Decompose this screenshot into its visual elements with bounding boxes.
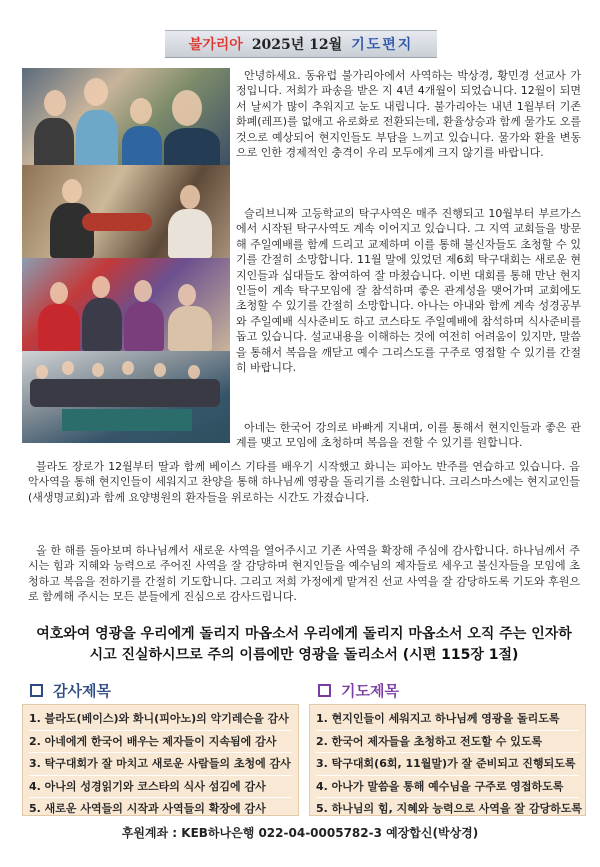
list-item: 4. 아나의 성경읽기와 코스타의 식사 섬김에 감사	[29, 776, 292, 799]
list-item: 4. 아나가 말씀을 통해 예수님을 구주로 영접하도록	[316, 776, 579, 799]
letter-title	[165, 30, 437, 58]
prayer-title: 기도제목	[341, 681, 399, 700]
bible-verse: 여호와여 영광을 우리에게 돌리지 마옵소서 우리에게 돌리지 마옵소서 오직 주는 인자하시고 진실하시므로 주의 이름에만 영광을 돌리소서 (시편 115장 1절)	[36, 626, 572, 663]
list-item: 2. 아네에게 한국어 배우는 제자들이 지속됨에 감사	[29, 731, 292, 754]
music-paragraph: 블라도 장로가 12월부터 딸과 함께 베이스 기타를 배우기 시작했고 화니는 피아노 반주를 연습하고 있습니다. 음악사역을 통해 현지인들이 세워지고 찬양을 통해 하나님께 영광을 돌리기를 소원합니다. 크리스마스에는 현지교인들(새생명교회)과 함께 요양병원의 환자들을 위로하는 시간도 가졌습니다.	[28, 460, 581, 504]
thanks-title: 감사제목	[53, 681, 111, 700]
list-item: 1. 블라도(베이스)와 화니(피아노)의 악기레슨을 감사	[29, 708, 292, 731]
table-tennis-photo	[22, 351, 230, 443]
korean-class-paragraph: 아네는 한국어 강의로 바빠게 지내며, 이를 통해서 현지인들과 좋은 관계를 맺고 모임에 초청하며 복음을 전할 수 있기를 원합니다.	[236, 421, 581, 450]
thanks-box	[22, 704, 299, 816]
title-date: 2025년 12월	[251, 37, 343, 53]
family-photo	[22, 68, 230, 165]
list-item: 2. 한국어 제자들을 초청하고 전도할 수 있도록	[316, 731, 579, 754]
thanks-heading	[30, 680, 111, 700]
prayer-list	[310, 705, 585, 820]
ministry-paragraph: 슬리브니짜 고등학교의 탁구사역은 매주 진행되고 10월부터 부르가스에서 시작된 탁구사역도 계속 이어지고 있습니다. 그 지역 교회들을 방문해 주일예배를 함께 드리고 교제하며 이를 통해 불신자들도 초청할 수 있기를 간절히 소망합니다. 11월 말에 있었던 제6회 탁구대회는 새로운 현지인들과 십대들도 참여하여 잘 마쳤습니다. 이번 대회를 통해 만난 현지인들이 계속 탁구모임에 잘 참석하며 좋은 관계성을 맺어가며 교회에도 초청할 수 있기를 간절히 소망합니다. 아나는 아내와 함께 계속 성경공부와 주일예배 식사준비도 하고 코스타도 주일예배에 참석하며 식사준비를 돕고 있습니다. 설교내용을 이해하는 것에 여전히 어려움이 있지만, 말씀을 통해서 복음을 깨닫고 예수 그리스도를 구주로 영접할 수 있기를 간절히 바랍니다.	[236, 207, 581, 375]
list-item: 1. 현지인들이 세워지고 하나님께 영광을 돌리도록	[316, 708, 579, 731]
prayer-box	[309, 704, 586, 816]
list-item: 5. 새로운 사역들의 시작과 사역들의 확장에 감사	[29, 802, 266, 815]
title-kind: 기도편지	[351, 37, 414, 53]
donation-account: 후원계좌 : KEB하나은행 022-04-0005782-3 예장합신(박상경)	[121, 826, 479, 840]
title-country: 불가리아	[188, 37, 243, 53]
photo-collage	[22, 68, 230, 443]
square-bullet-icon	[318, 684, 331, 697]
list-item: 3. 탁구대회가 잘 마치고 새로운 사람들의 초청에 감사	[29, 753, 292, 776]
church-group-photo	[22, 258, 230, 351]
year-review-paragraph: 올 한 해를 돌아보며 하나님께서 새로운 사역을 열어주시고 기존 사역을 확장해 주심에 감사합니다. 하나님께서 주시는 힘과 지혜와 능력으로 주어진 사역을 잘 감당하며 현지인들을 예수님의 제자들로 세우고 불신자들을 모임에 초청하고 복음을 전하기를 간절히 기도합니다. 그리고 저희 가정에게 맡겨진 선교 사역을 잘 감당하도록 기도와 후원으로 함께해 주시는 모든 분들에게 진심으로 감사드립니다.	[28, 544, 580, 604]
music-lesson-photo	[22, 165, 230, 258]
list-item: 5. 하나님의 힘, 지혜와 능력으로 사역을 잘 감당하도록	[316, 802, 582, 815]
intro-paragraph: 안녕하세요. 동유럽 불가리아에서 사역하는 박상경, 황민경 선교사 가정입니다. 저희가 파송을 받은 지 4년 4개월이 되었습니다. 12월이 되면서 날씨가 많이 추워지고 눈도 내립니다. 불가리아는 내년 1월부터 기존 화폐(레프)를 없애고 유로화로 전환되는데, 환율상승과 함께 물가도 오를 것으로 예상되어 현지인들도 부담을 느끼고 있습니다. 물가와 환율 변동으로 인한 경제적인 충격이 우리 모두에게 크지 않기를 바랍니다.	[236, 69, 581, 160]
square-bullet-icon	[30, 684, 43, 697]
thanks-list	[23, 705, 298, 820]
list-item: 3. 탁구대회(6회, 11월말)가 잘 준비되고 진행되도록	[316, 753, 579, 776]
prayer-heading	[318, 680, 399, 700]
